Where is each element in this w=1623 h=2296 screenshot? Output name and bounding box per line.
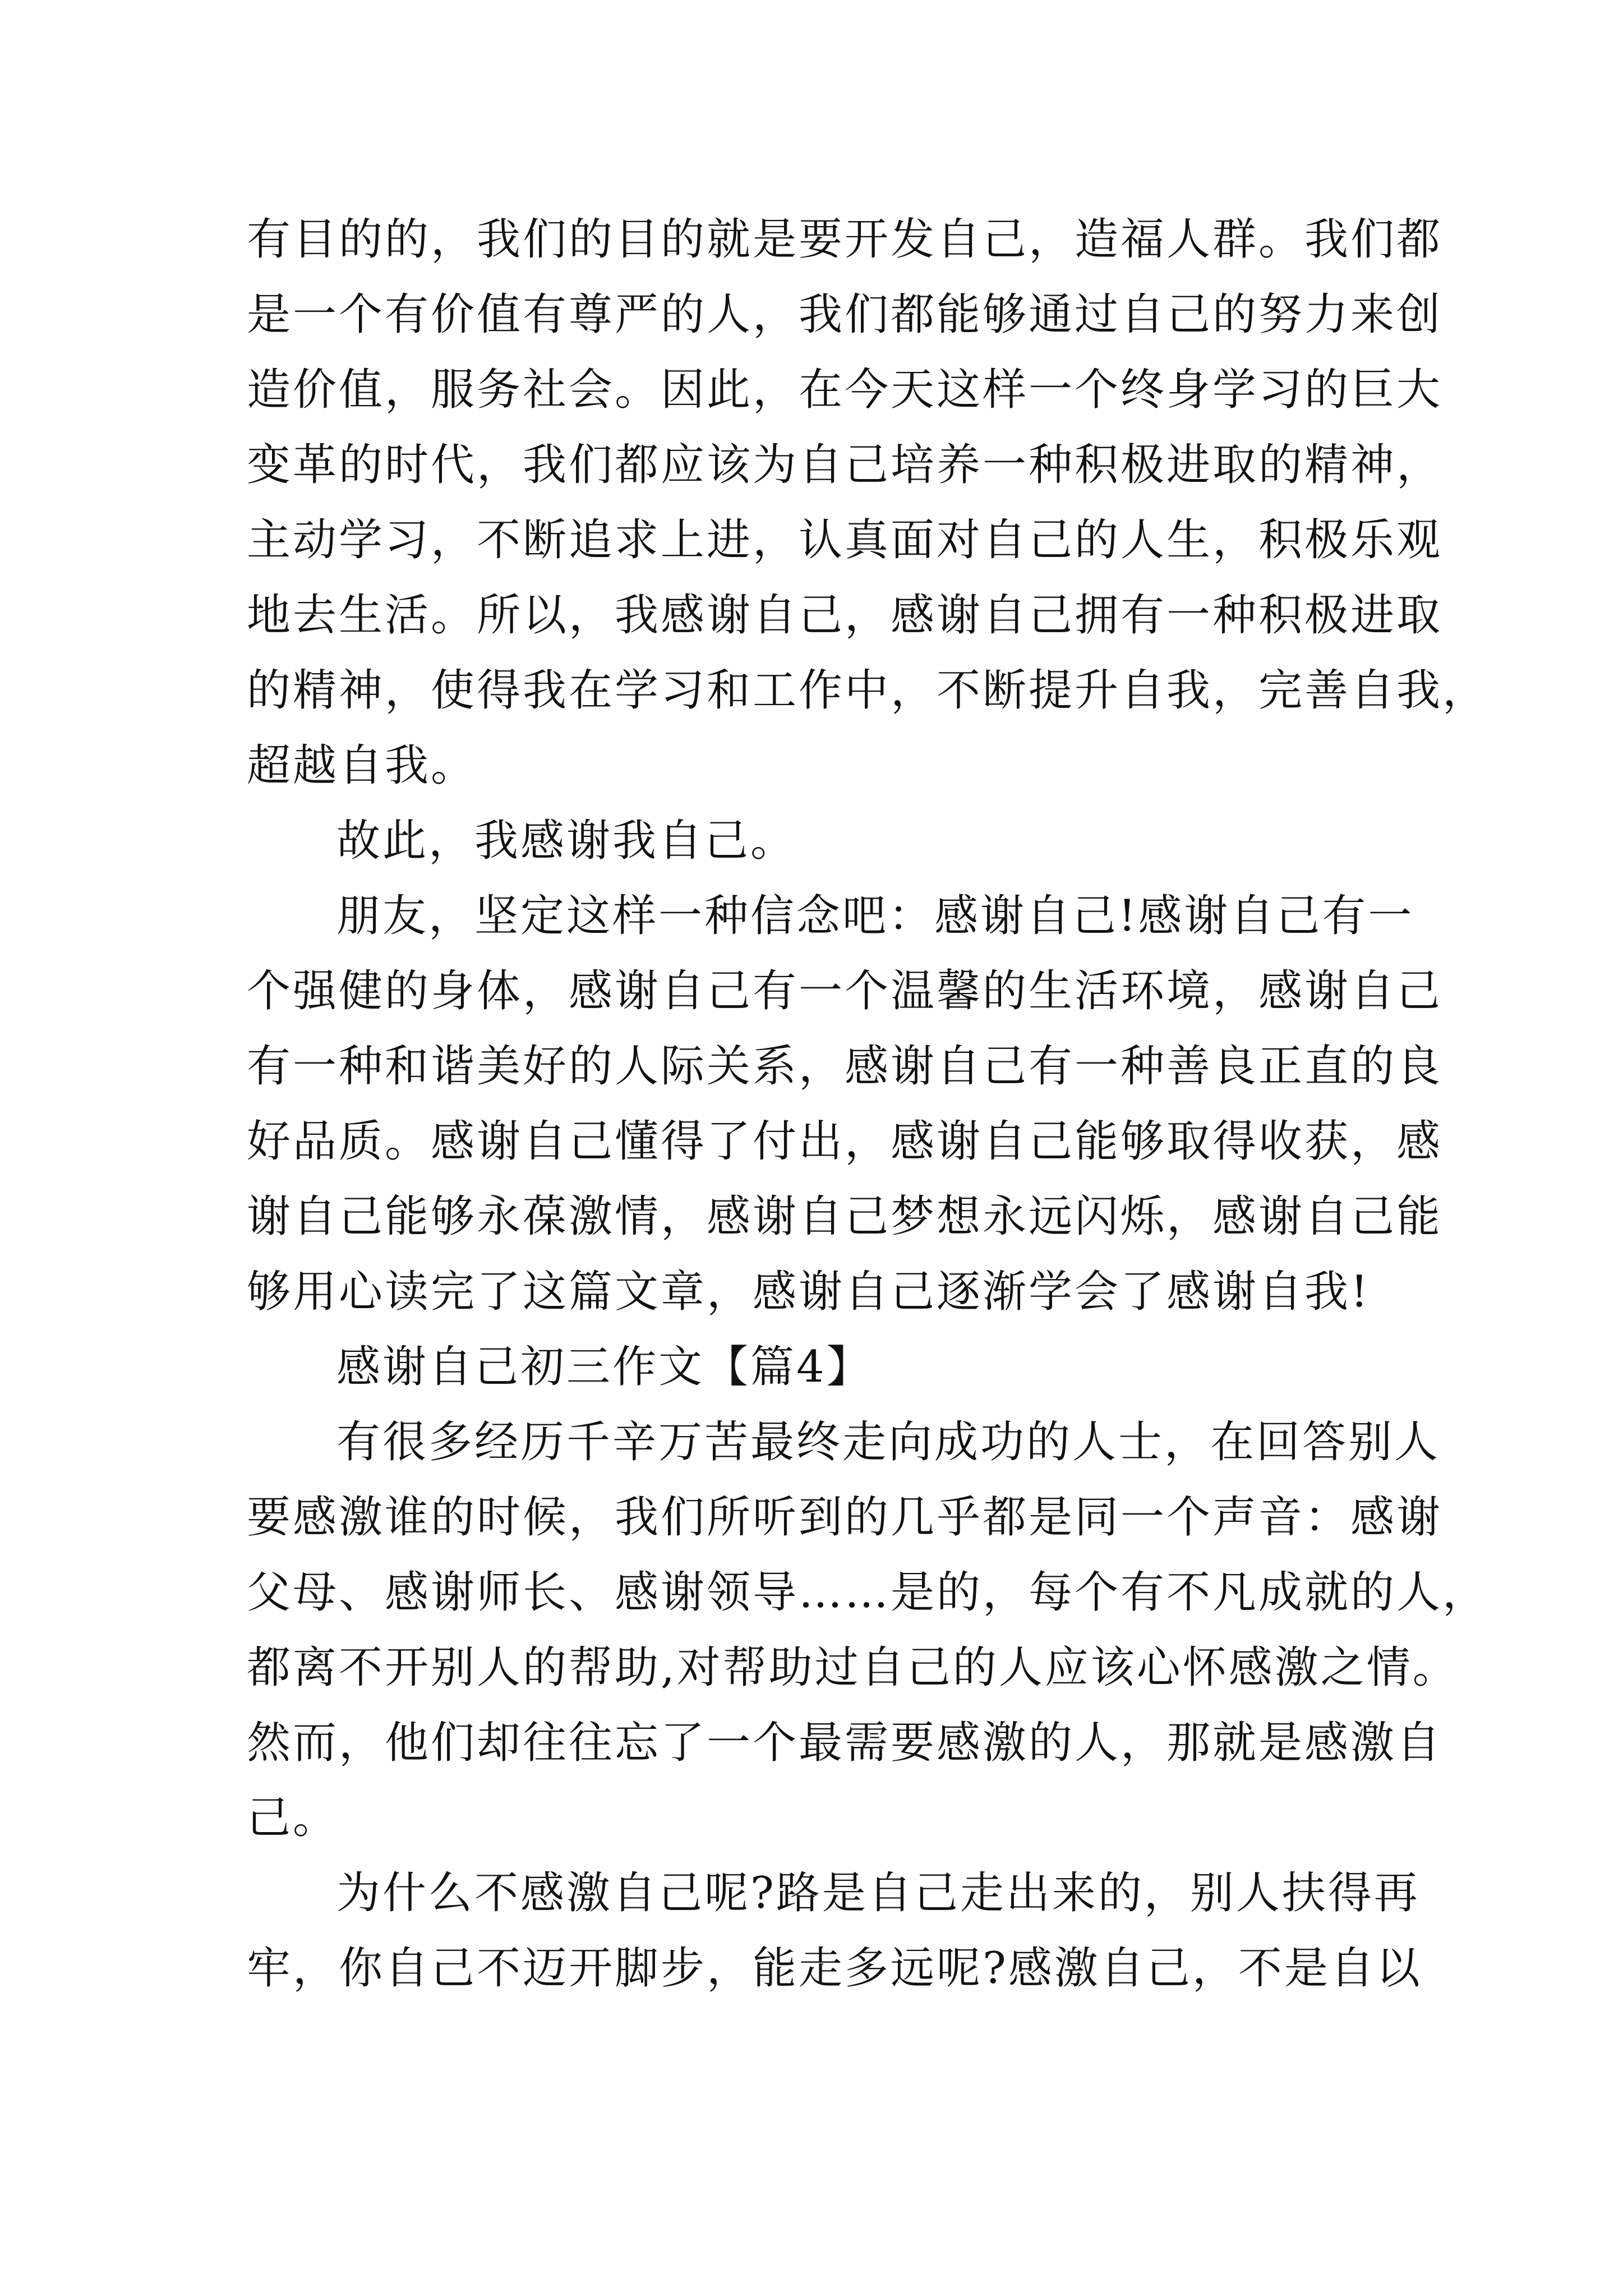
- text-line: 朋友，坚定这样一种信念吧：感谢自己!感谢自己有一: [336, 891, 1414, 941]
- text-line: 造价值，服务社会。因此，在今天这样一个终身学习的巨大: [247, 365, 1443, 415]
- text-line: 有一种和谐美好的人际关系，感谢自己有一种善良正直的良: [247, 1041, 1443, 1092]
- document-body: [247, 202, 1489, 2006]
- text-line: 超越自我。: [247, 740, 477, 791]
- text-line: 要感激谁的时候，我们所听到的几乎都是同一个声音：感谢: [247, 1492, 1443, 1543]
- text-line: 够用心读完了这篇文章，感谢自己逐渐学会了感谢自我!: [247, 1267, 1371, 1317]
- text-line: 谢自己能够永葆激情，感谢自己梦想永远闪烁，感谢自己能: [247, 1191, 1443, 1242]
- text-line: 个强健的身体，感谢自己有一个温馨的生活环境，感谢自己: [247, 966, 1443, 1016]
- text-line: 有目的的，我们的目的就是要开发自己，造福人群。我们都: [247, 214, 1443, 265]
- text-line: 好品质。感谢自己懂得了付出，感谢自己能够取得收获，感: [247, 1116, 1443, 1167]
- text-line: 然而，他们却往往忘了一个最需要感激的人，那就是感激自: [247, 1718, 1443, 1768]
- text-line: 牢，你自己不迈开脚步，能走多远呢?感激自己，不是自以: [247, 1943, 1422, 1994]
- text-line: 变革的时代，我们都应该为自己培养一种积极进取的精神，: [247, 440, 1443, 490]
- paragraph: [247, 878, 1443, 1329]
- text-line: 地去生活。所以，我感谢自己，感谢自己拥有一种积极进取: [247, 590, 1443, 641]
- paragraph: [247, 202, 1489, 803]
- text-line: 的精神，使得我在学习和工作中，不断提升自我，完善自我，: [247, 665, 1489, 716]
- section-heading: [247, 1329, 1385, 1405]
- text-line: 主动学习，不断追求上进，认真面对自己的人生，积极乐观: [247, 515, 1443, 565]
- paragraph: [247, 1405, 1489, 1856]
- text-line: 故此，我感谢我自己。: [336, 816, 797, 866]
- text-line: 为什么不感激自己呢?路是自己走出来的，别人扶得再: [336, 1868, 1420, 1918]
- paragraph: [247, 1856, 1422, 2006]
- text-line: 己。: [247, 1793, 339, 1843]
- text-line: 是一个有价值有尊严的人，我们都能够通过自己的努力来创: [247, 289, 1443, 340]
- heading-line: 感谢自己初三作文【篇4】: [336, 1342, 873, 1392]
- text-line: 父母、感谢师长、感谢领导……是的，每个有不凡成就的人，: [247, 1567, 1489, 1618]
- text-line: 都离不开别人的帮助,对帮助过自己的人应该心怀感激之情。: [247, 1642, 1459, 1693]
- paragraph: [247, 803, 1385, 878]
- text-line: 有很多经历千辛万苦最终走向成功的人士，在回答别人: [336, 1417, 1441, 1467]
